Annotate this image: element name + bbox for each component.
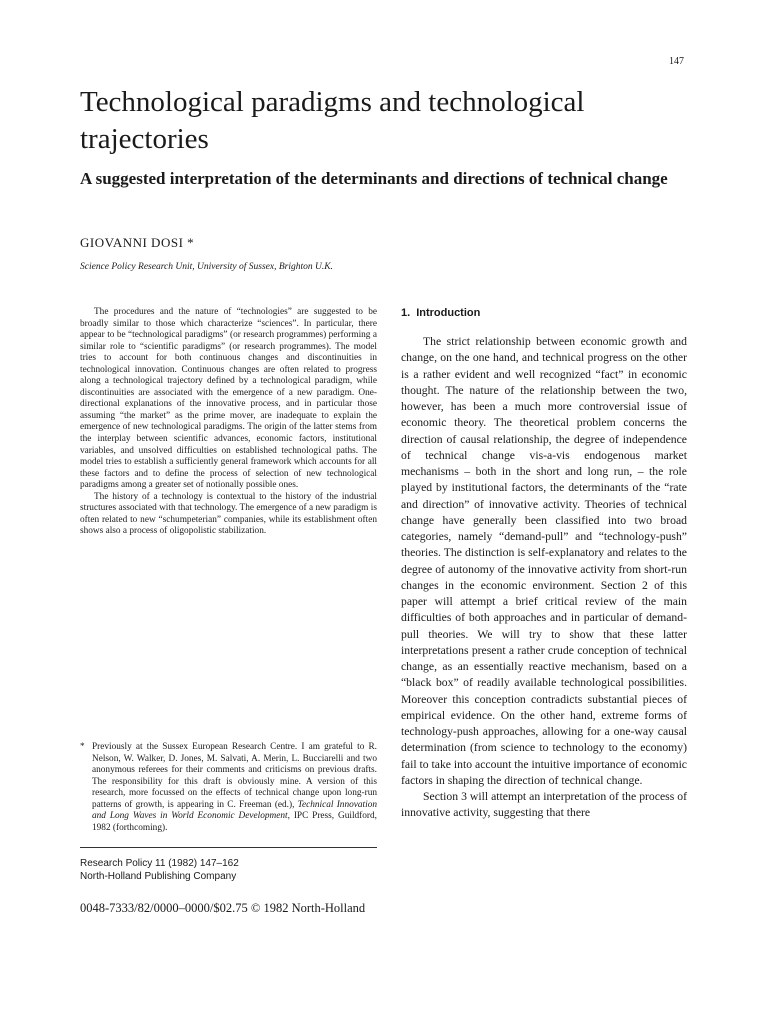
abstract-paragraph-1: The procedures and the nature of “technologies” are suggested to be broadly similar to those which characterize “sciences”. In particular, there appear to be “technological paradigms” (or research programmes) performing a similar role to “scientific paradigms” (or research programmes). The model tries to account for both continuous changes and discontinuities in technological innovation. Continuous changes are often related to progress along a technological trajectory defined by a technological paradigm, while discontinuities are associated with the emergence of a new paradigm. One-directional explanations of the innovative process, and in particular those assuming “the market” as the prime mover, are inadequate to explain the emergence of new technological paradigms. The origin of the latter stems from the interplay between scientific advances, economic factors, institutional variables, and unsolved difficulties on established technological paths. The model tries to establish a sufficiently general framework which accounts for all these factors and to define the process of selection of new technological paradigms among a greater set of notionally possible ones. (80, 307, 377, 491)
footnote (80, 742, 377, 834)
section-heading (401, 307, 480, 319)
journal-citation: Research Policy 11 (1982) 147–162 (80, 858, 239, 869)
introduction-body (401, 334, 687, 822)
author-affiliation: Science Policy Research Unit, University of Sussex, Brighton U.K. (80, 262, 333, 272)
section-title: Introduction (416, 307, 481, 319)
article-subtitle: A suggested interpretation of the determinants and directions of technical change (80, 169, 668, 188)
article-title: Technological paradigms and technological trajectories (80, 86, 585, 155)
author-name: GIOVANNI DOSI * (80, 235, 195, 250)
footnote-text-end: , IPC Press, Guildford, 1982 (forthcoming). (92, 811, 377, 833)
footnote-text: Previously at the Sussex European Research Centre. I am grateful to R. Nelson, W. Walker, D. Jones, M. Salvati, A. Merin, L. Bucciarelli and two anonymous referees for their comments and criticisms on previous drafts. The responsibility for this draft is obviously mine. A version of this research, more focussed on the effects of technical change upon long-run patterns of growth, is appearing in C. Freeman (ed.), (92, 742, 377, 810)
footnote-marker: * (80, 742, 85, 752)
body-paragraph-1: The strict relationship between economic growth and change, on the one hand, and technical progress on the other is a rather evident and well recognized “fact” in economic thought. The nature of the relationship between the two, however, has been a much more controversial issue of economic theory. The theoretical problem concerns the direction of causal relationship, the degree of independence of technical change vis-a-vis endogenous market mechanisms – both in the short and long run, – the role played by institutional factors, the determinants of the “rate and direction” of innovative activity. Theories of technical change have generally been classified into two broad categories, namely “demand-pull” and “technology-push” theories. The distinction is self-explanatory and relates to the degree of autonomy of the innovative activity from short-run changes in the economic environment. Section 2 of this paper will attempt a brief critical review of the main difficulties of both approaches and in particular of demand-pull theories. We will try to show that these latter interpretations present a rather crude conception of technical change, as an essentially reactive mechanism, based on a “black box” of readily available technological possibilities. Moreover this conception contradicts substantial pieces of empirical evidence. On the other hand, extreme forms of technology-push approaches, allowing for a one-way causal determination (from science to technology to the economy) fail to take into account the intuitive importance of economic factors in shaping the direction of technical change. (401, 335, 687, 787)
abstract-paragraph-2: The history of a technology is contextual to the history of the industrial structures associated with that technology. The emergence of a new paradigm is often related to new “schumpeterian” companies, while its establishment often shows also a process of oligopolistic stabilization. (80, 491, 377, 537)
copyright-line: 0048-7333/82/0000–0000/$02.75 © 1982 North-Holland (80, 901, 366, 915)
footnote-book-title: Technical Innovation and Long Waves in World Economic Development (92, 799, 377, 822)
body-paragraph-2: Section 3 will attempt an interpretation of the process of innovative activity, suggesting that there (401, 790, 687, 820)
footnote-paragraph (80, 742, 377, 834)
section-number: 1. (401, 307, 411, 319)
page-number: 147 (669, 56, 684, 67)
abstract (80, 307, 377, 538)
journal-info (80, 847, 377, 883)
journal-publisher: North-Holland Publishing Company (80, 871, 237, 882)
